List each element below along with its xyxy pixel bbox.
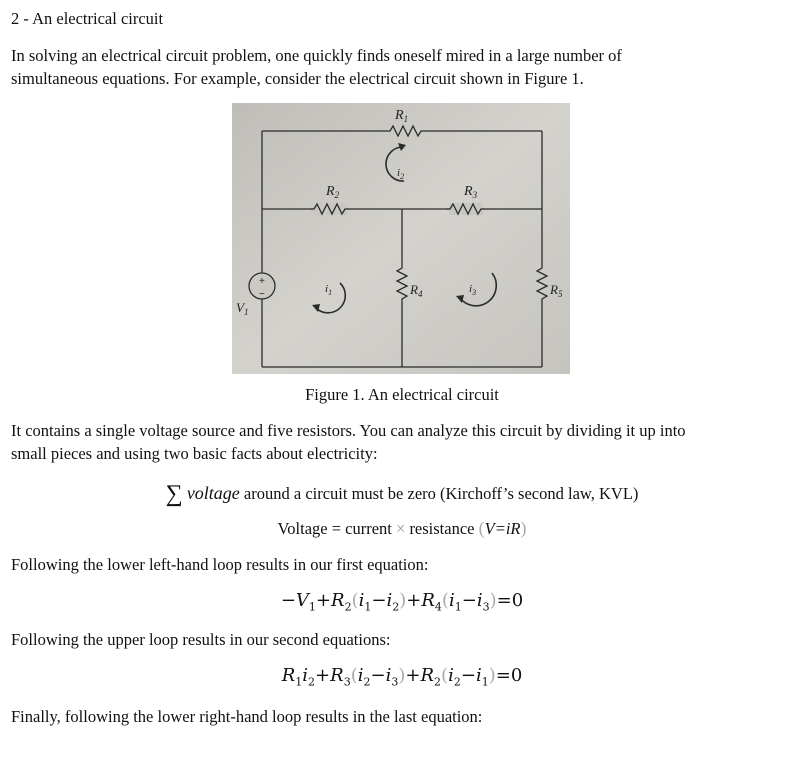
ohm-text-1: Voltage = current (277, 519, 396, 538)
label-r4: $R_4$ (410, 282, 423, 299)
label-i3: $i_3$ (469, 283, 477, 297)
sigma-symbol: ∑ (165, 481, 183, 507)
para2-line-1: It contains a single voltage source and five resistors. You can analyze this circuit by dividing it up into (11, 421, 686, 440)
equation-1: $-V_1+R_2(i_1-i_2)+R_4(i_1-i_3)=0$ (280, 590, 524, 614)
label-v1: $V_1$ (236, 300, 249, 317)
times-symbol: × (396, 519, 406, 538)
photo-background (232, 103, 570, 374)
figure-caption: Figure 1. An electrical circuit (305, 385, 499, 404)
label-i2: $i_2$ (397, 167, 405, 181)
label-r3: $R_3$ (464, 184, 478, 200)
para4: Following the upper loop results in our second equations: (11, 630, 391, 649)
section-heading: 2 - An electrical circuit (11, 9, 164, 28)
circuit-figure (232, 103, 570, 374)
intro-line-2: simultaneous equations. For example, consider the electrical circuit shown in Figure 1. (11, 69, 584, 88)
label-i1: $i_1$ (325, 283, 333, 297)
source-minus: − (259, 289, 265, 300)
kvl-voltage-word: voltage (186, 483, 240, 503)
intro-line-1: In solving an electrical circuit problem, one quickly finds oneself mired in a large number of (11, 46, 622, 65)
ohm-law-statement: Voltage = current × resistance (V=iR) (277, 518, 527, 538)
para5: Finally, following the lower right-hand loop results in the last equation: (11, 707, 483, 726)
source-plus: + (259, 276, 265, 287)
label-r2: $R_2$ (326, 184, 340, 200)
label-r1: $R_1$ (395, 108, 409, 124)
ohm-formula: V=iR (484, 519, 521, 538)
kvl-rest: around a circuit must be zero (Kirchoff’s second law, KVL) (239, 484, 639, 503)
kvl-statement (0, 479, 804, 506)
para3: Following the lower left-hand loop results in our first equation: (11, 555, 429, 574)
para2-line-2: small pieces and using two basic facts about electricity: (11, 444, 378, 463)
equation-2: $R_1i_2+R_3(i_2-i_3)+R_2(i_2-i_1)=0$ (281, 665, 523, 689)
label-r5: $R_5$ (550, 282, 563, 299)
circuit-diagram (232, 103, 570, 374)
ohm-text-2: resistance (405, 519, 479, 538)
